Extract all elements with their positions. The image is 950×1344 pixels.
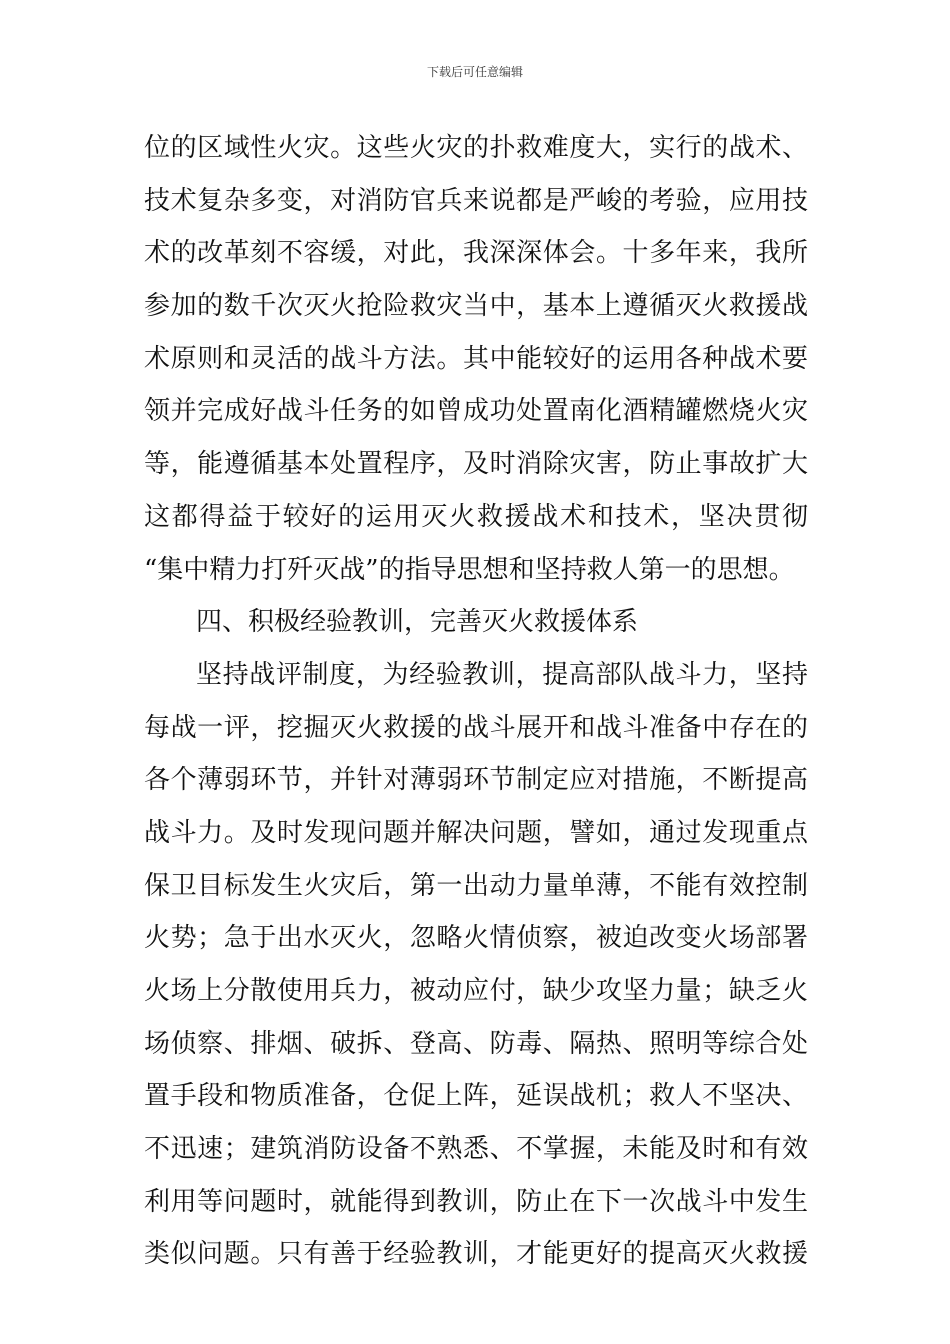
section-heading: 四、积极经验教训，完善灭火救援体系: [196, 607, 639, 638]
text-line-5: 术原则和灵活的战斗方法。其中能较好的运用各种战术要: [144, 343, 808, 374]
text-line-21: 利用等问题时，就能得到教训，防止在下一次战斗中发生: [144, 1186, 808, 1217]
text-line-1: 位的区域性火灾。这些火灾的扑救难度大，实行的战术、: [144, 133, 808, 163]
text-line-2: 技术复杂多变，对消防官兵来说都是严峻的考验，应用技: [144, 185, 808, 216]
body-text: [144, 122, 808, 1281]
text-line-8: 这都得益于较好的运用灭火救援战术和技术，坚决贯彻: [144, 501, 808, 532]
text-line-7: 等，能遵循基本处置程序，及时消除灾害，防止事故扩大: [144, 449, 808, 480]
text-line-12: 每战一评，挖掘灭火救援的战斗展开和战斗准备中存在的: [144, 712, 808, 743]
text-line-16: 火势；急于出水灭火，忽略火情侦察，被迫改变火场部署: [144, 923, 808, 954]
text-line-15: 保卫目标发生火灾后，第一出动力量单薄，不能有效控制: [144, 870, 808, 901]
text-line-3: 术的改革刻不容缓，对此，我深深体会。十多年来，我所: [144, 238, 808, 269]
text-line-9: “集中精力打歼灭战”的指导思想和坚持救人第一的思想。: [144, 554, 795, 585]
text-line-17: 火场上分散使用兵力，被动应付，缺少攻坚力量；缺乏火: [144, 976, 808, 1006]
text-line-14: 战斗力。及时发现问题并解决问题，譬如，通过发现重点: [144, 817, 808, 848]
text-line-18: 场侦察、排烟、破拆、登高、防毒、隔热、照明等综合处: [144, 1028, 808, 1059]
text-line-6: 领并完成好战斗任务的如曾成功处置南化酒精罐燃烧火灾: [144, 396, 808, 427]
text-line-20: 不迅速；建筑消防设备不熟悉、不掌握，未能及时和有效: [144, 1134, 808, 1165]
text-line-11: 坚持战评制度，为经验教训，提高部队战斗力，坚持: [196, 659, 808, 690]
text-line-13: 各个薄弱环节，并针对薄弱环节制定应对措施，不断提高: [144, 765, 808, 796]
text-line-19: 置手段和物质准备，仓促上阵，延误战机；救人不坚决、: [144, 1081, 808, 1112]
page-header: 下载后可任意编辑: [426, 65, 523, 79]
text-line-4: 参加的数千次灭火抢险救灾当中，基本上遵循灭火救援战: [144, 291, 808, 322]
text-line-22: 类似问题。只有善于经验教训，才能更好的提高灭火救援: [144, 1239, 808, 1270]
